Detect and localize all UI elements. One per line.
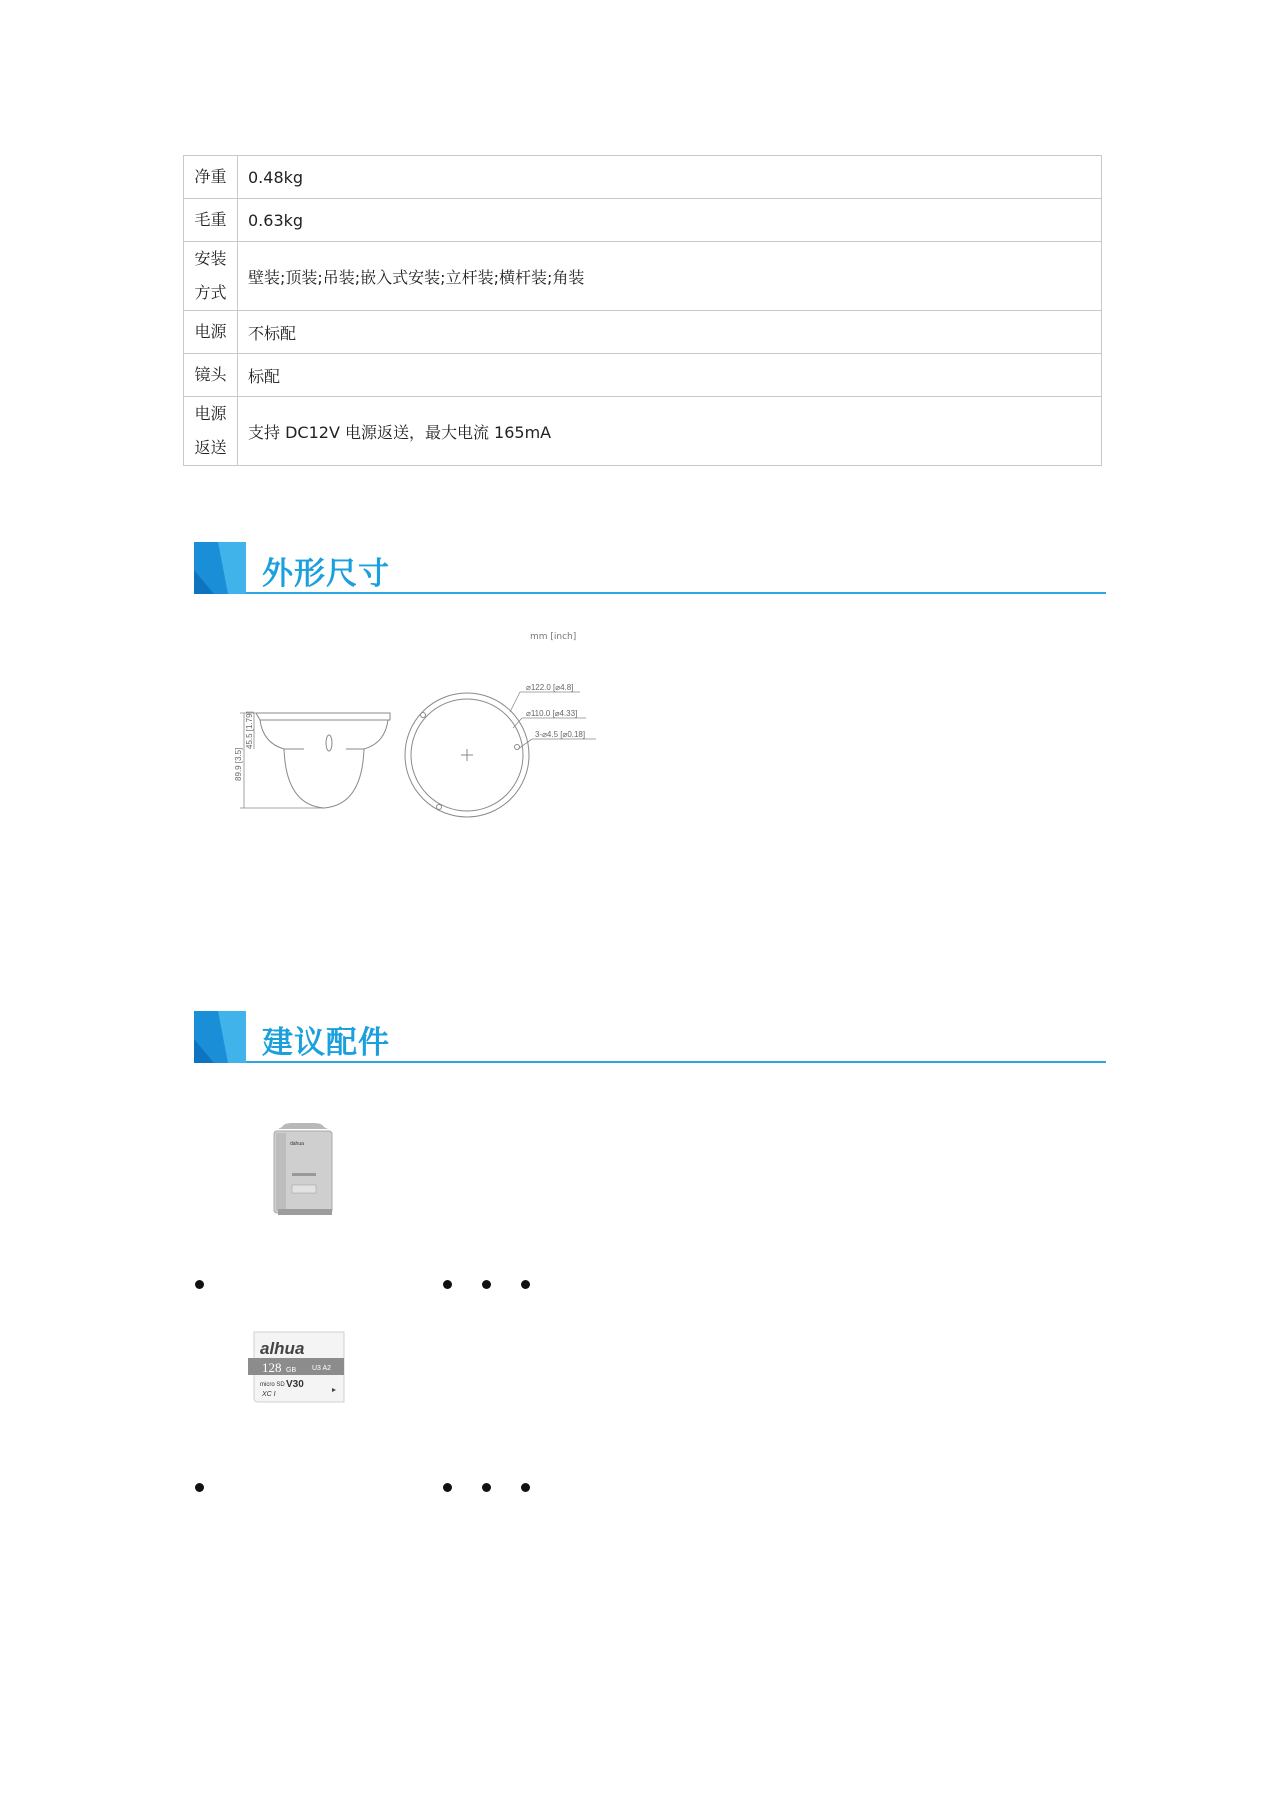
card-brand: alhua	[260, 1339, 305, 1358]
card-capacity-unit: GB	[286, 1367, 297, 1374]
side-lens-mark	[326, 735, 332, 751]
spec-label: 电源返送	[184, 397, 238, 466]
side-body-outline	[256, 713, 390, 749]
spec-row-power	[184, 311, 1102, 354]
section-header-accessories	[194, 1011, 1106, 1063]
label-height-total: 89.9 [3.5]	[234, 747, 243, 781]
section-rule	[246, 1061, 1106, 1063]
sd-card-image	[248, 1330, 348, 1406]
bullet	[482, 1483, 491, 1492]
section-badge-icon	[194, 542, 246, 594]
unit-label: mm [inch]	[530, 632, 577, 642]
spec-value: 壁装;顶装;吊装;嵌入式安装;立杆装;横杆装;角装	[238, 242, 1102, 311]
bullet	[521, 1280, 530, 1289]
label-dia-inner: ⌀110.0 [⌀4.33]	[526, 709, 578, 718]
card-class: XC I	[262, 1391, 276, 1398]
power-supply-image	[268, 1123, 338, 1218]
bullet	[443, 1483, 452, 1492]
card-capacity: 128	[262, 1360, 282, 1375]
section-rule	[246, 592, 1106, 594]
spec-label: 毛重	[184, 199, 238, 242]
spec-label: 镜头	[184, 354, 238, 397]
spec-value: 0.63kg	[238, 199, 1102, 242]
label-dia-outer: ⌀122.0 [⌀4.8]	[526, 683, 574, 692]
bullet	[195, 1483, 204, 1492]
bullet	[443, 1280, 452, 1289]
bullet	[195, 1280, 204, 1289]
label-holes: 3-⌀4.5 [⌀0.18]	[535, 730, 586, 739]
spec-value: 不标配	[238, 311, 1102, 354]
side-body-left	[256, 713, 388, 749]
section-title: 外形尺寸	[262, 556, 390, 592]
spec-table	[183, 155, 1102, 466]
spec-row-gross-weight	[184, 199, 1102, 242]
bullet	[521, 1483, 530, 1492]
spec-label: 电源	[184, 311, 238, 354]
section-badge-icon	[194, 1011, 246, 1063]
spec-value: 0.48kg	[238, 156, 1102, 199]
power-brand-label: dahua	[290, 1141, 304, 1147]
dimension-drawing	[230, 625, 610, 830]
spec-row-lens	[184, 354, 1102, 397]
side-dome	[284, 749, 364, 808]
card-type: micro SD	[260, 1382, 285, 1388]
bullet	[482, 1280, 491, 1289]
spec-value: 支持 DC12V 电源返送，最大电流 165mA	[238, 397, 1102, 466]
spec-row-installation	[184, 242, 1102, 311]
label-height-base: 45.5 [1.79]	[245, 711, 254, 749]
spec-label: 安装方式	[184, 242, 238, 311]
card-speed: V30	[286, 1379, 304, 1390]
section-header-dimensions	[194, 542, 1106, 594]
card-grade: U3 A2	[312, 1365, 332, 1372]
spec-row-net-weight	[184, 156, 1102, 199]
section-title: 建议配件	[262, 1025, 390, 1061]
spec-label: 净重	[184, 156, 238, 199]
spec-row-power-return	[184, 397, 1102, 466]
spec-value: 标配	[238, 354, 1102, 397]
